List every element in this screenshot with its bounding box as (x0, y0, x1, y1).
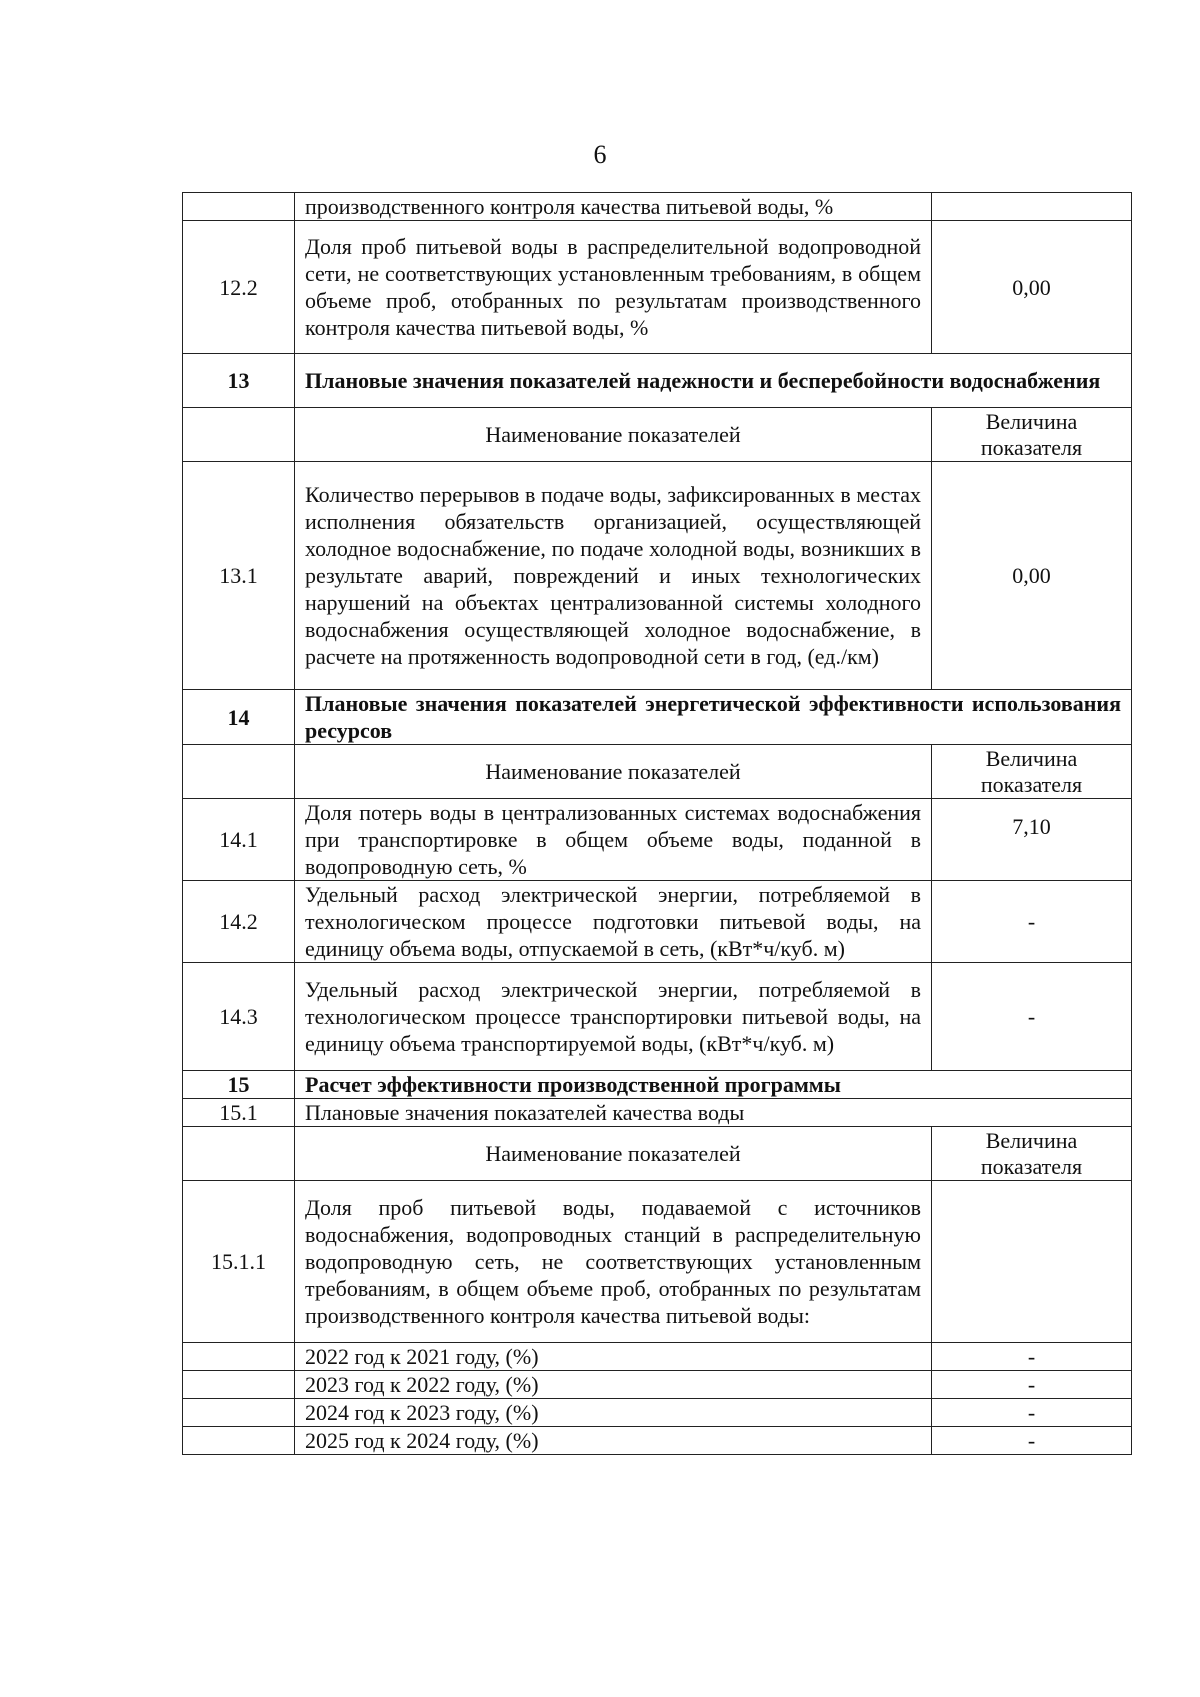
indicator-text: Количество перерывов в подаче воды, зафиксированных в местах исполнения обязательств организацией, осуществляющей холодное водоснабжение, по подаче холодной воды, возникших в результате аварий, повреждений и иных технологических нарушений на объектах централизованной системы холодного водоснабжения осуществляющей холодное водоснабжение, в расчете на протяженность водопроводной сети в год, (ед./км) (295, 462, 932, 690)
column-header-value: Величина показателя (932, 745, 1132, 799)
indicators-table (182, 192, 1132, 1455)
year-value: - (932, 1427, 1132, 1455)
indicator-value: - (932, 881, 1132, 963)
indicator-value: - (932, 963, 1132, 1071)
section-title: Расчет эффективности производственной программы (295, 1071, 1132, 1099)
table-row (183, 1181, 1132, 1343)
row-number: 13.1 (183, 462, 295, 690)
row-number (183, 193, 295, 221)
row-number: 14.3 (183, 963, 295, 1071)
section-row (183, 1071, 1132, 1099)
column-header-name: Наименование показателей (295, 745, 932, 799)
section-title: Плановые значения показателей энергетической эффективности использования ресурсов (295, 690, 1132, 745)
row-number (183, 408, 295, 462)
header-row (183, 408, 1132, 462)
year-label: 2023 год к 2022 году, (%) (295, 1371, 932, 1399)
year-row (183, 1427, 1132, 1455)
indicator-text: Удельный расход электрической энергии, потребляемой в технологическом процессе подготовки питьевой воды, на единицу объема воды, отпускаемой в сеть, (кВт*ч/куб. м) (295, 881, 932, 963)
column-header-name: Наименование показателей (295, 408, 932, 462)
indicator-value: 0,00 (932, 462, 1132, 690)
table-row (183, 799, 1132, 881)
row-number (183, 1371, 295, 1399)
indicator-value (932, 1181, 1132, 1343)
table-row (183, 193, 1132, 221)
page-number: 6 (593, 140, 607, 169)
section-number: 15 (183, 1071, 295, 1099)
table-row (183, 462, 1132, 690)
row-number: 14.2 (183, 881, 295, 963)
year-row (183, 1343, 1132, 1371)
row-number: 12.2 (183, 221, 295, 354)
year-value: - (932, 1371, 1132, 1399)
row-number: 15.1 (183, 1099, 295, 1127)
indicator-text: производственного контроля качества питьевой воды, % (295, 193, 932, 221)
table-row (183, 881, 1132, 963)
year-value: - (932, 1399, 1132, 1427)
section-title: Плановые значения показателей надежности и бесперебойности водоснабжения (295, 354, 1132, 408)
year-row (183, 1399, 1132, 1427)
section-number: 14 (183, 690, 295, 745)
section-row (183, 690, 1132, 745)
column-header-name: Наименование показателей (295, 1127, 932, 1181)
indicator-value (932, 193, 1132, 221)
indicator-text: Доля проб питьевой воды, подаваемой с источников водоснабжения, водопроводных станций в распределительную водопроводную сеть, не соответствующих установленным требованиям, в общем объеме проб, отобранных по результатам производственного контроля качества питьевой воды: (295, 1181, 932, 1343)
indicator-text: Удельный расход электрической энергии, потребляемой в технологическом процессе транспортировки питьевой воды, на единицу объема транспортируемой воды, (кВт*ч/куб. м) (295, 963, 932, 1071)
row-number (183, 1343, 295, 1371)
year-row (183, 1371, 1132, 1399)
table-row (183, 963, 1132, 1071)
header-row (183, 745, 1132, 799)
column-header-value: Величина показателя (932, 1127, 1132, 1181)
row-number (183, 745, 295, 799)
header-row (183, 1127, 1132, 1181)
row-number (183, 1399, 295, 1427)
section-row (183, 354, 1132, 408)
column-header-value: Величина показателя (932, 408, 1132, 462)
row-number: 15.1.1 (183, 1181, 295, 1343)
table-row (183, 1099, 1132, 1127)
table-row (183, 221, 1132, 354)
indicator-text: Доля потерь воды в централизованных системах водоснабжения при транспортировке в общем объеме воды, поданной в водопроводную сеть, % (295, 799, 932, 881)
indicator-text: Доля проб питьевой воды в распределительной водопроводной сети, не соответствующих установленным требованиям, в общем объеме проб, отобранных по результатам производственного контроля качества питьевой воды, % (295, 221, 932, 354)
year-label: 2022 год к 2021 году, (%) (295, 1343, 932, 1371)
year-value: - (932, 1343, 1132, 1371)
indicator-value: 0,00 (932, 221, 1132, 354)
indicator-value: 7,10 (932, 799, 1132, 881)
year-label: 2024 год к 2023 году, (%) (295, 1399, 932, 1427)
year-label: 2025 год к 2024 году, (%) (295, 1427, 932, 1455)
subsection-title: Плановые значения показателей качества воды (295, 1099, 1132, 1127)
section-number: 13 (183, 354, 295, 408)
row-number: 14.1 (183, 799, 295, 881)
row-number (183, 1427, 295, 1455)
row-number (183, 1127, 295, 1181)
